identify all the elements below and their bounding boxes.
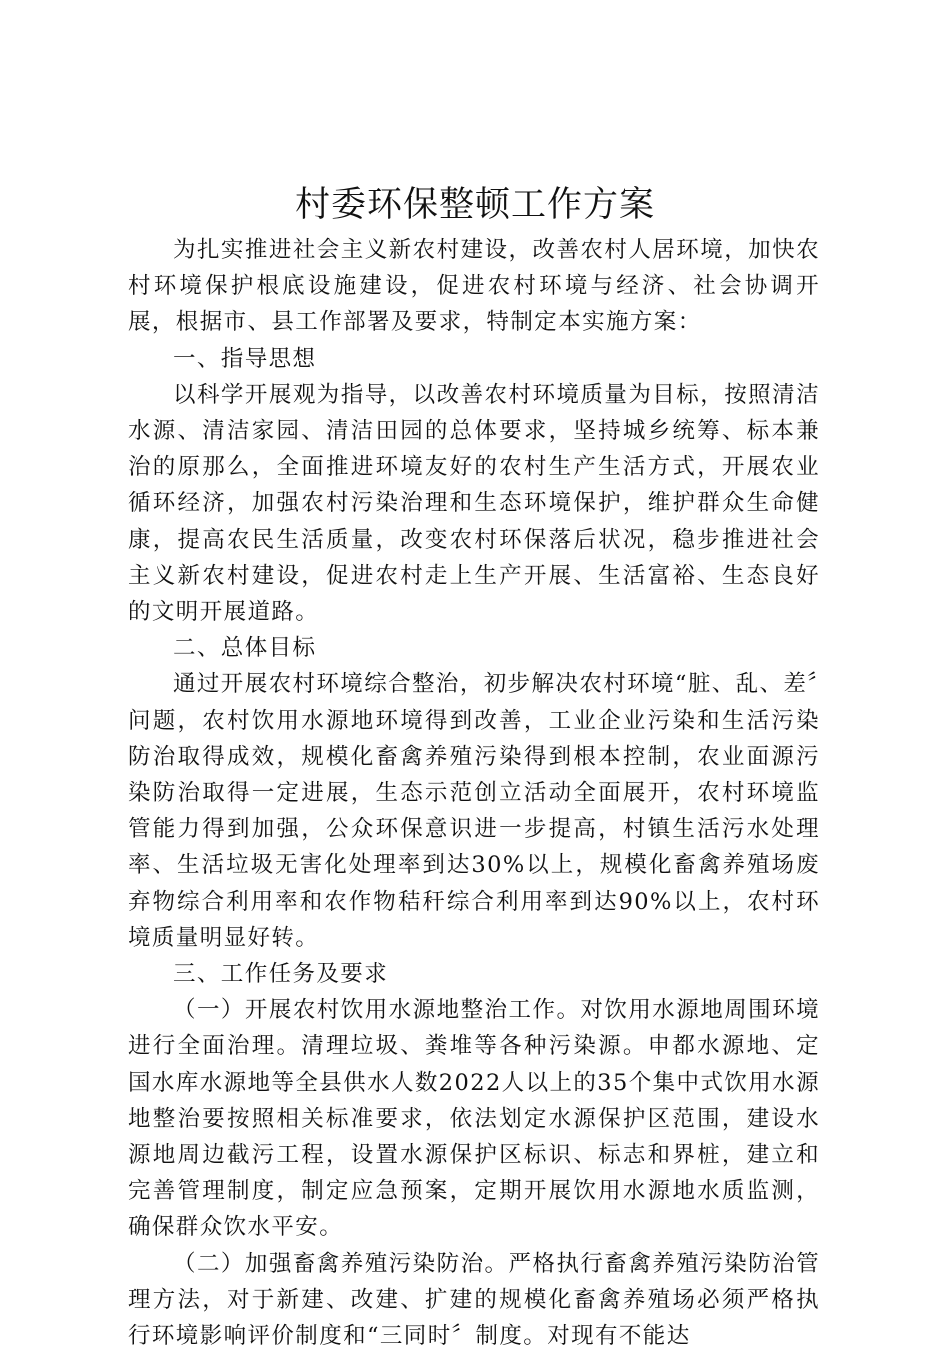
overall-goals-paragraph: 通过开展农村环境综合整治，初步解决农村环境“脏、乱、差〞问题，农村饮用水源地环境得到改善，工业企业污染和生活污染防治取得成效，规模化畜禽养殖污染得到根本控制，农业面源污染防治取得一定进展，生态示范创立活动全面展开，农村环境监管能力得到加强，公众环保意识进一步提高，村镇生活污水处理率、生活垃圾无害化处理率到达30%以上，规模化畜禽养殖场废弃物综合利用率和农作物秸秆综合利用率到达90%以上，农村环境质量明显好转。 [128, 671, 820, 951]
section-heading-tasks: 三、工作任务及要求 [173, 961, 389, 988]
task-livestock-paragraph: （二）加强畜禽养殖污染防治。严格执行畜禽养殖污染防治管理方法，对于新建、改建、扩建的规模化畜禽养殖场必须严格执行环境影响评价制度和“三同时〞制度。对现有不能达 [128, 1250, 820, 1350]
task-water-source-paragraph: （一）开展农村饮用水源地整治工作。对饮用水源地周围环境进行全面治理。清理垃圾、粪堆等各种污染源。申都水源地、定国水库水源地等全县供水人数2022人以上的35个集中式饮用水源地整治要按照相关标准要求，依法划定水源保护区范围，建设水源地周边截污工程，设置水源保护区标识、标志和界桩，建立和完善管理制度，制定应急预案，定期开展饮用水源地水质监测，确保群众饮水平安。 [128, 997, 820, 1241]
section-heading-guiding-ideology: 一、指导思想 [173, 345, 317, 372]
section-heading-overall-goals: 二、总体目标 [173, 635, 317, 662]
document-title: 村委环保整顿工作方案 [294, 185, 655, 225]
guiding-ideology-paragraph: 以科学开展观为指导，以改善农村环境质量为目标，按照清洁水源、清洁家园、清洁田园的总体要求，坚持城乡统筹、标本兼治的原那么，全面推进环境友好的农村生产生活方式，开展农业循环经济，加强农村污染治理和生态环境保护，维护群众生命健康，提高农民生活质量，改变农村环保落后状况，稳步推进社会主义新农村建设，促进农村走上生产开展、生活富裕、生态良好的文明开展道路。 [128, 381, 820, 626]
document-body [128, 232, 820, 1354]
intro-paragraph: 为扎实推进社会主义新农村建设，改善农村人居环境，加快农村环境保护根底设施建设，促进农村环境与经济、社会协调开展，根据市、县工作部署及要求，特制定本实施方案： [128, 237, 820, 336]
